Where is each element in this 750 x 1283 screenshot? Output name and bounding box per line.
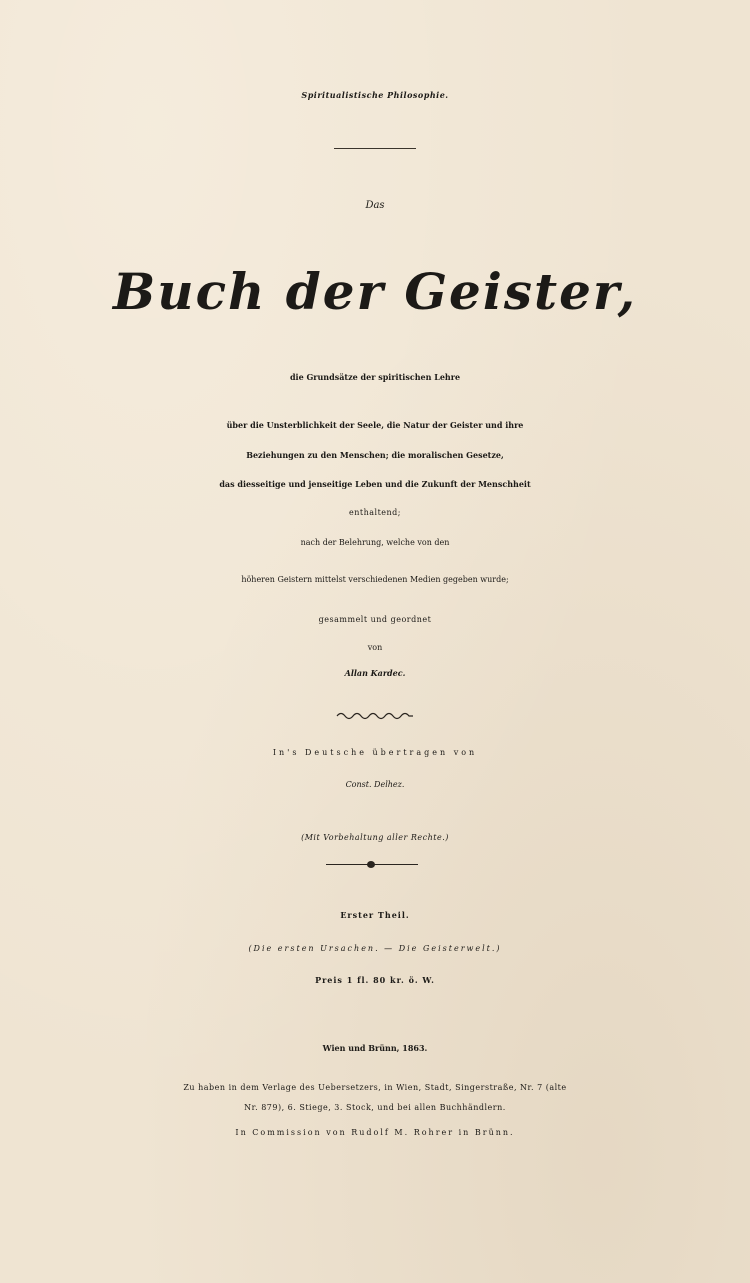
publisher-line: Nr. 879), 6. Stiege, 3. Stock, und bei allen Buchhändlern. (244, 1103, 506, 1112)
description-line: das diesseitige und jenseitige Leben und die Zukunft der Menschheit (219, 479, 531, 489)
divider-rule (334, 148, 416, 149)
description-line: über die Unsterblichkeit der Seele, die Natur der Geister und ihre (226, 420, 524, 430)
by-line: von (367, 643, 383, 652)
divider-ornament (367, 861, 375, 868)
part-label: Erster Theil. (340, 910, 410, 920)
publisher-line: Zu haben in dem Verlage des Uebersetzers, in Wien, Stadt, Singerstraße, Nr. 7 (alte (183, 1083, 567, 1092)
author-name: Allan Kardec. (344, 668, 406, 678)
source-line: nach der Belehrung, welche von den (300, 538, 450, 547)
translation-intro: In's Deutsche übertragen von (272, 748, 478, 757)
rights-notice: (Mit Vorbehaltung aller Rechte.) (301, 833, 449, 842)
description-line: enthaltend; (349, 508, 401, 517)
main-title: Buch der Geister, (112, 262, 637, 321)
part-subtitle: (Die ersten Ursachen. — Die Geisterwelt.) (248, 944, 502, 953)
source-line: höheren Geistern mittelst verschiedenen Medien gegeben wurde; (241, 575, 509, 584)
translator-name: Const. Delhez. (345, 780, 405, 789)
commission-line: In Commission von Rudolf M. Rohrer in Brünn. (235, 1128, 515, 1137)
description-line: Beziehungen zu den Menschen; die moralischen Gesetze, (246, 450, 504, 460)
compiled-line: gesammelt und geordnet (318, 615, 432, 624)
ornament-flourish (335, 708, 415, 722)
subtitle-line: die Grundsätze der spiritischen Lehre (289, 372, 461, 382)
place-year: Wien und Brünn, 1863. (322, 1043, 428, 1053)
title-article: Das (365, 200, 385, 211)
price-line: Preis 1 fl. 80 kr. ö. W. (315, 975, 435, 985)
series-title: Spiritualistische Philosophie. (301, 90, 449, 100)
